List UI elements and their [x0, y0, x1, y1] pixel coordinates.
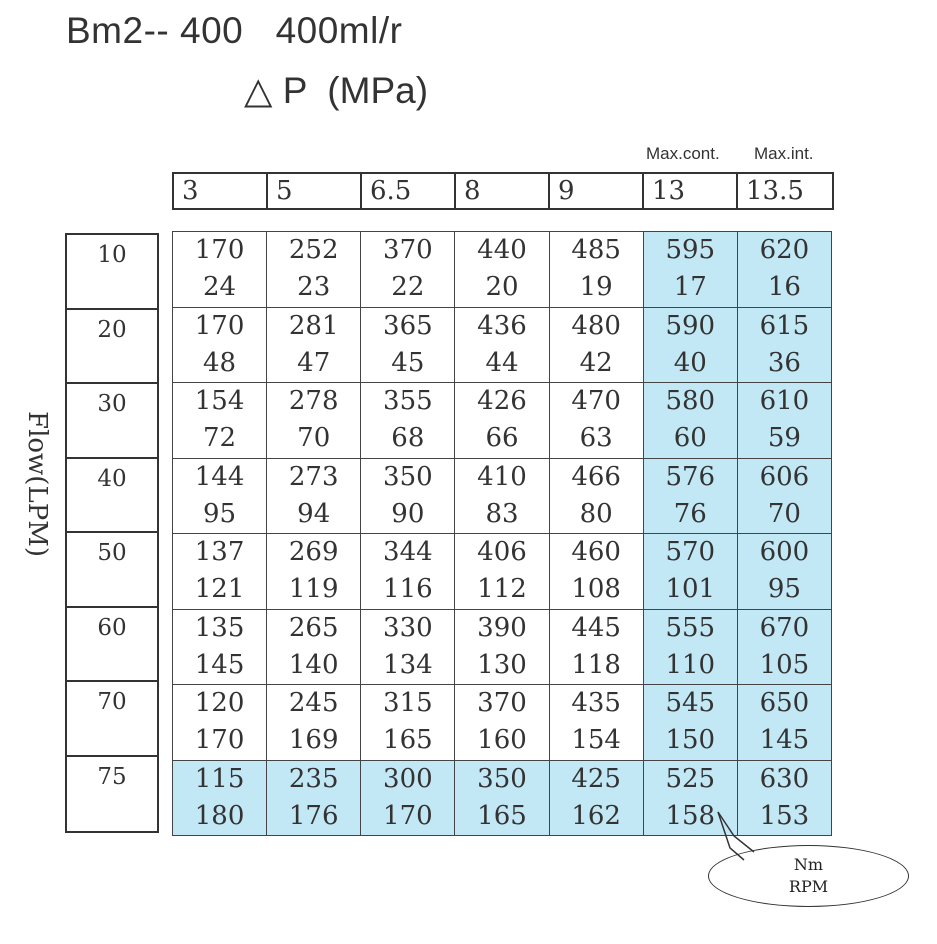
speed-value: 116 [383, 574, 433, 605]
speed-value: 130 [477, 649, 527, 680]
flow-row-label: 50 [67, 533, 157, 608]
speed-value: 94 [297, 498, 331, 529]
flow-row-label: 20 [67, 310, 157, 385]
pressure-header-cell: 6.5 [362, 174, 456, 208]
speed-value: 162 [571, 800, 621, 831]
torque-value: 137 [194, 537, 245, 568]
speed-value: 40 [673, 347, 707, 378]
speed-value: 59 [767, 423, 801, 454]
torque-value: 435 [571, 688, 621, 719]
speed-value: 42 [579, 347, 613, 378]
torque-value: 245 [288, 688, 339, 719]
speed-value: 150 [665, 725, 716, 756]
torque-value: 485 [571, 235, 621, 266]
torque-value: 365 [383, 310, 433, 341]
speed-value: 158 [665, 800, 716, 831]
speed-value: 36 [767, 347, 801, 378]
speed-value: 165 [477, 800, 527, 831]
torque-value: 278 [288, 386, 339, 417]
flow-row-label: 10 [67, 235, 157, 310]
torque-value: 426 [477, 386, 527, 417]
torque-value: 525 [665, 763, 716, 794]
torque-value: 590 [665, 310, 716, 341]
torque-value: 650 [759, 688, 810, 719]
flow-axis-label: Flow(LPM) [22, 411, 52, 557]
torque-value: 606 [759, 461, 810, 492]
speed-value: 90 [391, 498, 425, 529]
torque-value: 555 [665, 612, 716, 643]
torque-value: 480 [571, 310, 621, 341]
speed-value: 23 [297, 272, 331, 303]
speed-value: 95 [203, 498, 237, 529]
torque-value: 344 [383, 537, 433, 568]
torque-value: 265 [288, 612, 339, 643]
chart-title: Bm2-- 400 400ml/r [66, 10, 403, 51]
speed-value: 95 [767, 574, 801, 605]
torque-value: 350 [477, 763, 527, 794]
torque-value: 273 [288, 461, 339, 492]
torque-value: 670 [759, 612, 810, 643]
torque-value: 390 [477, 612, 527, 643]
torque-value: 576 [665, 461, 716, 492]
torque-value: 235 [288, 763, 339, 794]
torque-value: 620 [759, 235, 810, 266]
speed-value: 70 [767, 498, 801, 529]
pressure-header-cell: 5 [268, 174, 362, 208]
torque-value: 355 [383, 386, 433, 417]
torque-value: 252 [288, 235, 339, 266]
speed-value: 80 [579, 498, 613, 529]
pressure-axis-label: △ P (MPa) [244, 70, 429, 111]
torque-value: 406 [477, 537, 527, 568]
callout-nm-label: Nm [793, 855, 824, 874]
callout-rpm-label: RPM [788, 877, 829, 896]
speed-value: 17 [673, 272, 707, 303]
pressure-header-cell: 13.5 [746, 176, 804, 206]
torque-value: 330 [383, 612, 433, 643]
torque-value: 120 [194, 688, 245, 719]
torque-value: 600 [759, 537, 810, 568]
speed-value: 176 [288, 800, 339, 831]
flow-row-label: 40 [67, 459, 157, 534]
torque-value: 615 [759, 310, 810, 341]
torque-value: 370 [383, 235, 433, 266]
speed-value: 63 [579, 423, 613, 454]
speed-value: 180 [194, 800, 245, 831]
torque-value: 115 [194, 763, 245, 794]
speed-value: 105 [759, 649, 810, 680]
torque-value: 269 [288, 537, 339, 568]
speed-value: 19 [579, 272, 613, 303]
torque-value: 460 [571, 537, 621, 568]
torque-value: 570 [665, 537, 716, 568]
speed-value: 160 [477, 725, 527, 756]
max-cont-note: Max.cont. [646, 144, 720, 163]
speed-value: 118 [571, 649, 621, 680]
speed-value: 108 [571, 574, 621, 605]
speed-value: 45 [391, 347, 425, 378]
speed-value: 169 [288, 725, 339, 756]
speed-value: 134 [383, 649, 433, 680]
speed-value: 170 [194, 725, 245, 756]
speed-value: 16 [767, 272, 801, 303]
torque-value: 466 [571, 461, 621, 492]
speed-value: 24 [203, 272, 237, 303]
unit-callout [708, 845, 909, 907]
torque-value: 580 [665, 386, 716, 417]
torque-value: 470 [571, 386, 621, 417]
pressure-header-cell: 13 [644, 174, 738, 208]
speed-value: 76 [673, 498, 707, 529]
speed-value: 70 [297, 423, 331, 454]
speed-value: 153 [759, 800, 810, 831]
pressure-header-cell: 8 [456, 174, 550, 208]
speed-value: 119 [288, 574, 339, 605]
max-int-note: Max.int. [754, 144, 814, 163]
speed-value: 112 [477, 574, 527, 605]
torque-value: 545 [665, 688, 716, 719]
speed-value: 66 [485, 423, 519, 454]
torque-value: 154 [194, 386, 245, 417]
torque-value: 630 [759, 763, 810, 794]
torque-value: 436 [477, 310, 527, 341]
speed-value: 154 [571, 725, 621, 756]
torque-value: 440 [477, 235, 527, 266]
speed-value: 83 [485, 498, 519, 529]
flow-row-label: 70 [67, 682, 157, 757]
speed-value: 121 [194, 574, 245, 605]
torque-value: 170 [194, 310, 245, 341]
torque-value: 610 [759, 386, 810, 417]
pressure-header-cell: 3 [174, 174, 268, 208]
torque-value: 445 [571, 612, 621, 643]
speed-value: 68 [391, 423, 425, 454]
speed-value: 44 [485, 347, 519, 378]
speed-value: 145 [759, 725, 810, 756]
torque-value: 425 [571, 763, 621, 794]
speed-value: 170 [383, 800, 433, 831]
torque-value: 370 [477, 688, 527, 719]
torque-value: 144 [194, 461, 245, 492]
flow-row-label: 60 [67, 608, 157, 683]
torque-value: 135 [194, 612, 245, 643]
speed-value: 22 [391, 272, 425, 303]
flow-row-label: 75 [97, 763, 127, 790]
torque-value: 281 [288, 310, 339, 341]
speed-value: 110 [665, 649, 716, 680]
torque-value: 315 [383, 688, 433, 719]
torque-value: 410 [477, 461, 527, 492]
torque-value: 300 [383, 763, 433, 794]
torque-value: 350 [383, 461, 433, 492]
speed-value: 145 [194, 649, 245, 680]
speed-value: 47 [297, 347, 331, 378]
speed-value: 48 [203, 347, 237, 378]
pressure-header-cell: 9 [550, 174, 644, 208]
speed-value: 20 [485, 272, 519, 303]
speed-value: 140 [288, 649, 339, 680]
speed-value: 60 [673, 423, 707, 454]
speed-value: 101 [665, 574, 716, 605]
torque-value: 170 [194, 235, 245, 266]
flow-row-label: 30 [67, 384, 157, 459]
torque-value: 595 [665, 235, 716, 266]
speed-value: 72 [203, 423, 237, 454]
speed-value: 165 [383, 725, 433, 756]
